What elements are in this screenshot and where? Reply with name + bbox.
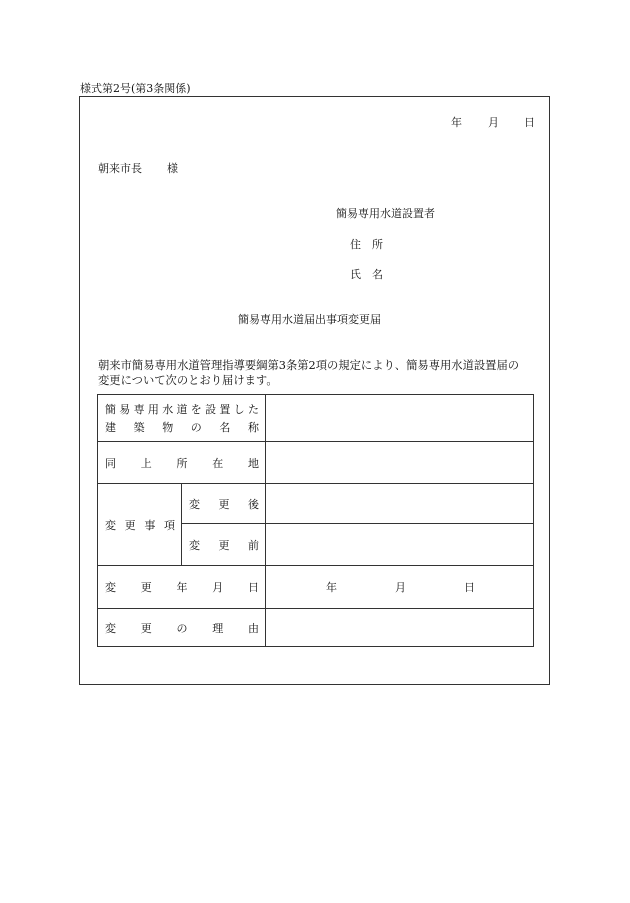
change-table xyxy=(97,394,534,647)
label-char: 地 xyxy=(248,456,259,470)
label-char: 変 xyxy=(189,497,200,511)
name-label-char: 氏 xyxy=(350,268,361,281)
label-char: 水 xyxy=(162,403,174,416)
building-label-line2 xyxy=(105,419,259,435)
label-char: 項 xyxy=(163,518,175,532)
change-before-label xyxy=(182,524,266,566)
change-after-field[interactable] xyxy=(266,484,534,524)
label-char: 上 xyxy=(140,456,152,470)
label-char: 年 xyxy=(176,581,188,594)
body-text-line2: 変更について次のとおり届けます。 xyxy=(98,374,278,387)
label-char: 事 xyxy=(144,518,156,532)
change-before-field[interactable] xyxy=(266,524,534,566)
label-char: 築 xyxy=(133,421,145,434)
label-char: の xyxy=(176,621,188,635)
label-char: 易 xyxy=(119,403,131,416)
table-row-reason xyxy=(98,609,534,647)
change-date-month: 月 xyxy=(395,581,406,594)
addressee-name: 朝来市長 xyxy=(98,162,142,175)
name-label xyxy=(350,266,383,282)
label-char: 理 xyxy=(212,621,224,635)
building-name-field[interactable] xyxy=(266,395,534,442)
label-char: し xyxy=(233,403,245,416)
body-text-line1: 朝来市簡易専用水道管理指導要綱第3条第2項の規定により、簡易専用水道設置届の xyxy=(98,359,520,372)
building-name-label xyxy=(98,395,266,442)
building-label-line1 xyxy=(105,401,259,417)
label-char: 道 xyxy=(176,403,188,416)
address-label-char: 住 xyxy=(350,238,361,251)
date-day: 日 xyxy=(524,116,535,129)
label-char: 簡 xyxy=(105,403,116,416)
table-row-location xyxy=(98,442,534,484)
label-char: 専 xyxy=(133,403,145,416)
label-char: 物 xyxy=(162,421,174,434)
label-char: 所 xyxy=(176,456,188,470)
name-label-char: 名 xyxy=(372,268,383,281)
label-char: 由 xyxy=(248,621,259,635)
label-char: 更 xyxy=(140,621,152,635)
address-label xyxy=(350,236,383,252)
label-char: を xyxy=(190,403,202,416)
form-number: 様式第2号(第3条関係) xyxy=(80,82,191,95)
location-label xyxy=(98,442,266,484)
applicant-title: 簡易専用水道設置者 xyxy=(336,207,435,220)
address-label-char: 所 xyxy=(372,238,383,251)
table-row-change-date xyxy=(98,566,534,609)
label-char: 同 xyxy=(105,456,116,470)
document-title: 簡易専用水道届出事項変更届 xyxy=(238,313,381,326)
label-char: 建 xyxy=(105,421,116,434)
addressee-honorific: 様 xyxy=(167,162,178,175)
label-char: 変 xyxy=(105,518,116,532)
label-char: 置 xyxy=(219,403,231,416)
location-field[interactable] xyxy=(266,442,534,484)
change-date-label xyxy=(98,566,266,609)
label-char: 設 xyxy=(205,403,217,416)
label-char: 更 xyxy=(218,497,230,511)
label-char: た xyxy=(247,403,259,416)
label-char: 称 xyxy=(247,421,259,434)
label-char: 在 xyxy=(212,456,224,470)
label-char: 名 xyxy=(219,421,231,434)
table-row-change-after xyxy=(98,484,534,524)
change-after-label xyxy=(182,484,266,524)
label-char: 日 xyxy=(248,581,259,594)
date-year: 年 xyxy=(451,116,462,129)
change-reason-field[interactable] xyxy=(266,609,534,647)
label-char: 後 xyxy=(248,497,259,511)
change-date-year: 年 xyxy=(326,581,337,594)
label-char: 更 xyxy=(218,538,230,552)
change-item-label xyxy=(98,484,182,566)
label-char: 月 xyxy=(212,581,224,594)
change-reason-label xyxy=(98,609,266,647)
label-char: 前 xyxy=(248,538,259,552)
label-char: 変 xyxy=(105,581,116,594)
table-row-building xyxy=(98,395,534,442)
label-char: 用 xyxy=(147,403,159,416)
label-char: 変 xyxy=(105,621,116,635)
label-char: 更 xyxy=(124,518,136,532)
label-char: 変 xyxy=(189,538,200,552)
label-char: 更 xyxy=(140,581,152,594)
change-date-field[interactable] xyxy=(266,566,534,609)
change-date-day: 日 xyxy=(464,581,475,594)
date-month: 月 xyxy=(488,116,499,129)
label-char: の xyxy=(190,421,202,434)
